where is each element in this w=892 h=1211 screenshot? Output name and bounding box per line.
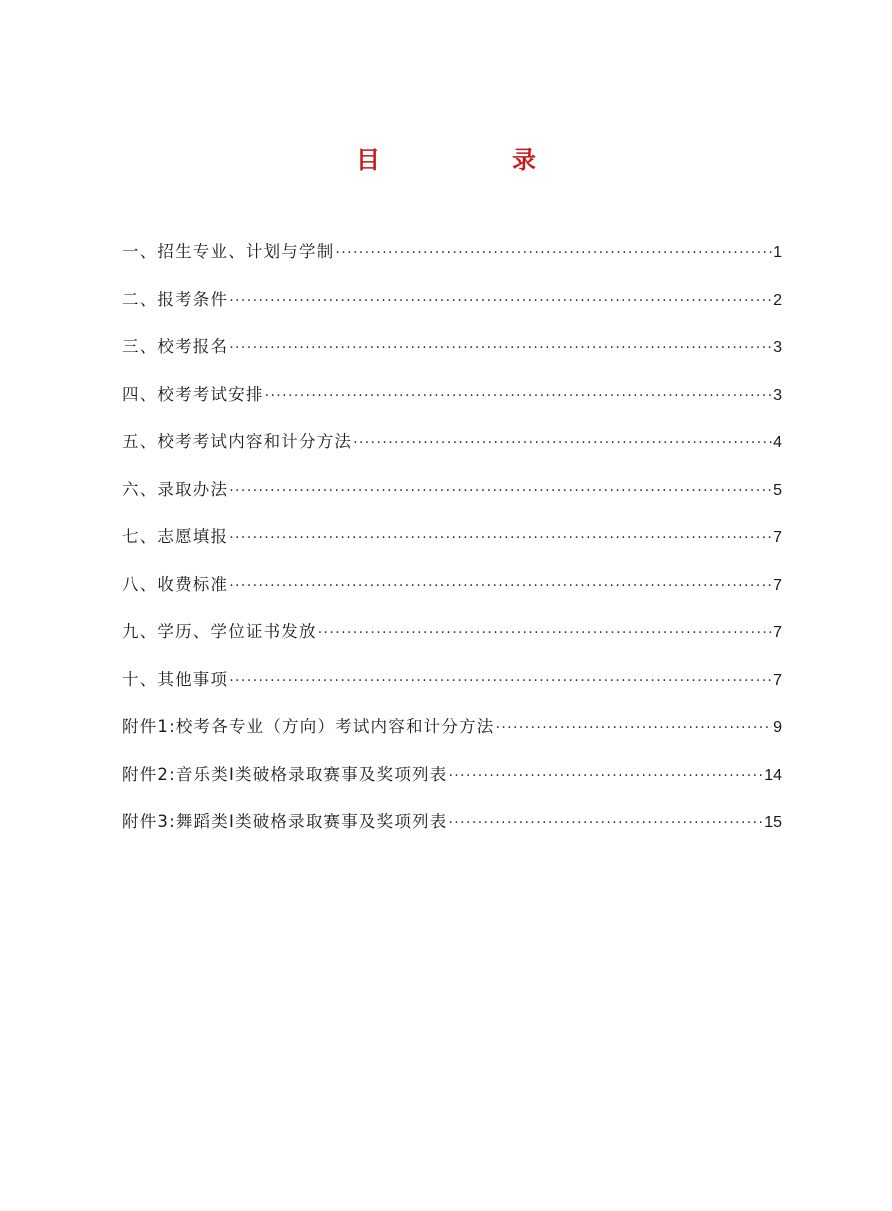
toc-item-page: 7	[773, 576, 782, 594]
toc-item-page: 3	[773, 339, 782, 356]
toc-item[interactable]	[122, 517, 782, 565]
toc-item-label: 三、校考报名	[122, 337, 229, 356]
toc-item-page: 3	[773, 386, 782, 404]
toc-item-page: 7	[773, 624, 782, 641]
toc-item[interactable]	[122, 802, 782, 850]
toc-item-page: 7	[773, 671, 782, 689]
toc-item-label: 一、招生专业、计划与学制	[122, 242, 335, 261]
toc-item-page: 4	[773, 434, 782, 451]
toc-item-page: 2	[773, 291, 782, 309]
toc-item-label: 四、校考考试安排	[122, 384, 264, 404]
toc-item-page: 7	[773, 529, 782, 546]
toc-item-label: 五、校考考试内容和计分方法	[122, 432, 353, 451]
toc-item[interactable]	[122, 327, 782, 375]
toc-leader-dots	[353, 423, 772, 463]
toc-leader-dots	[335, 233, 772, 273]
toc-leader-dots	[229, 566, 772, 606]
toc-item-page: 14	[764, 766, 782, 784]
toc-item-page: 1	[773, 244, 782, 261]
toc-item[interactable]	[122, 375, 782, 423]
toc-item[interactable]	[122, 232, 782, 280]
toc-item-label: 附件1:校考各专业（方向）考试内容和计分方法	[122, 717, 495, 736]
table-of-contents	[122, 232, 782, 850]
toc-item-label: 附件2:音乐类Ⅰ类破格录取赛事及奖项列表	[122, 764, 448, 784]
toc-item-page: 9	[773, 719, 782, 736]
toc-item[interactable]	[122, 755, 782, 803]
toc-item-page: 15	[764, 814, 782, 831]
toc-item-page: 5	[773, 481, 782, 499]
toc-leader-dots	[448, 803, 763, 843]
toc-item-label: 六、录取办法	[122, 479, 229, 499]
toc-leader-dots	[229, 281, 772, 321]
toc-item[interactable]	[122, 565, 782, 613]
toc-item[interactable]	[122, 660, 782, 708]
toc-item-label: 九、学历、学位证书发放	[122, 622, 317, 641]
toc-item[interactable]	[122, 280, 782, 328]
toc-leader-dots	[318, 613, 772, 653]
toc-item[interactable]	[122, 422, 782, 470]
toc-leader-dots	[265, 376, 772, 416]
page-title: 目 录	[356, 146, 590, 174]
toc-item-label: 附件3:舞蹈类Ⅰ类破格录取赛事及奖项列表	[122, 812, 448, 831]
toc-item[interactable]	[122, 470, 782, 518]
toc-leader-dots	[495, 708, 772, 748]
toc-item[interactable]	[122, 612, 782, 660]
toc-item-label: 八、收费标准	[122, 574, 229, 594]
toc-item-label: 七、志愿填报	[122, 527, 229, 546]
toc-leader-dots	[229, 518, 772, 558]
toc-item[interactable]	[122, 707, 782, 755]
toc-item-label: 十、其他事项	[122, 669, 229, 689]
toc-leader-dots	[229, 328, 772, 368]
toc-item-label: 二、报考条件	[122, 289, 229, 309]
toc-leader-dots	[229, 661, 772, 701]
toc-leader-dots	[229, 471, 772, 511]
toc-leader-dots	[448, 756, 763, 796]
